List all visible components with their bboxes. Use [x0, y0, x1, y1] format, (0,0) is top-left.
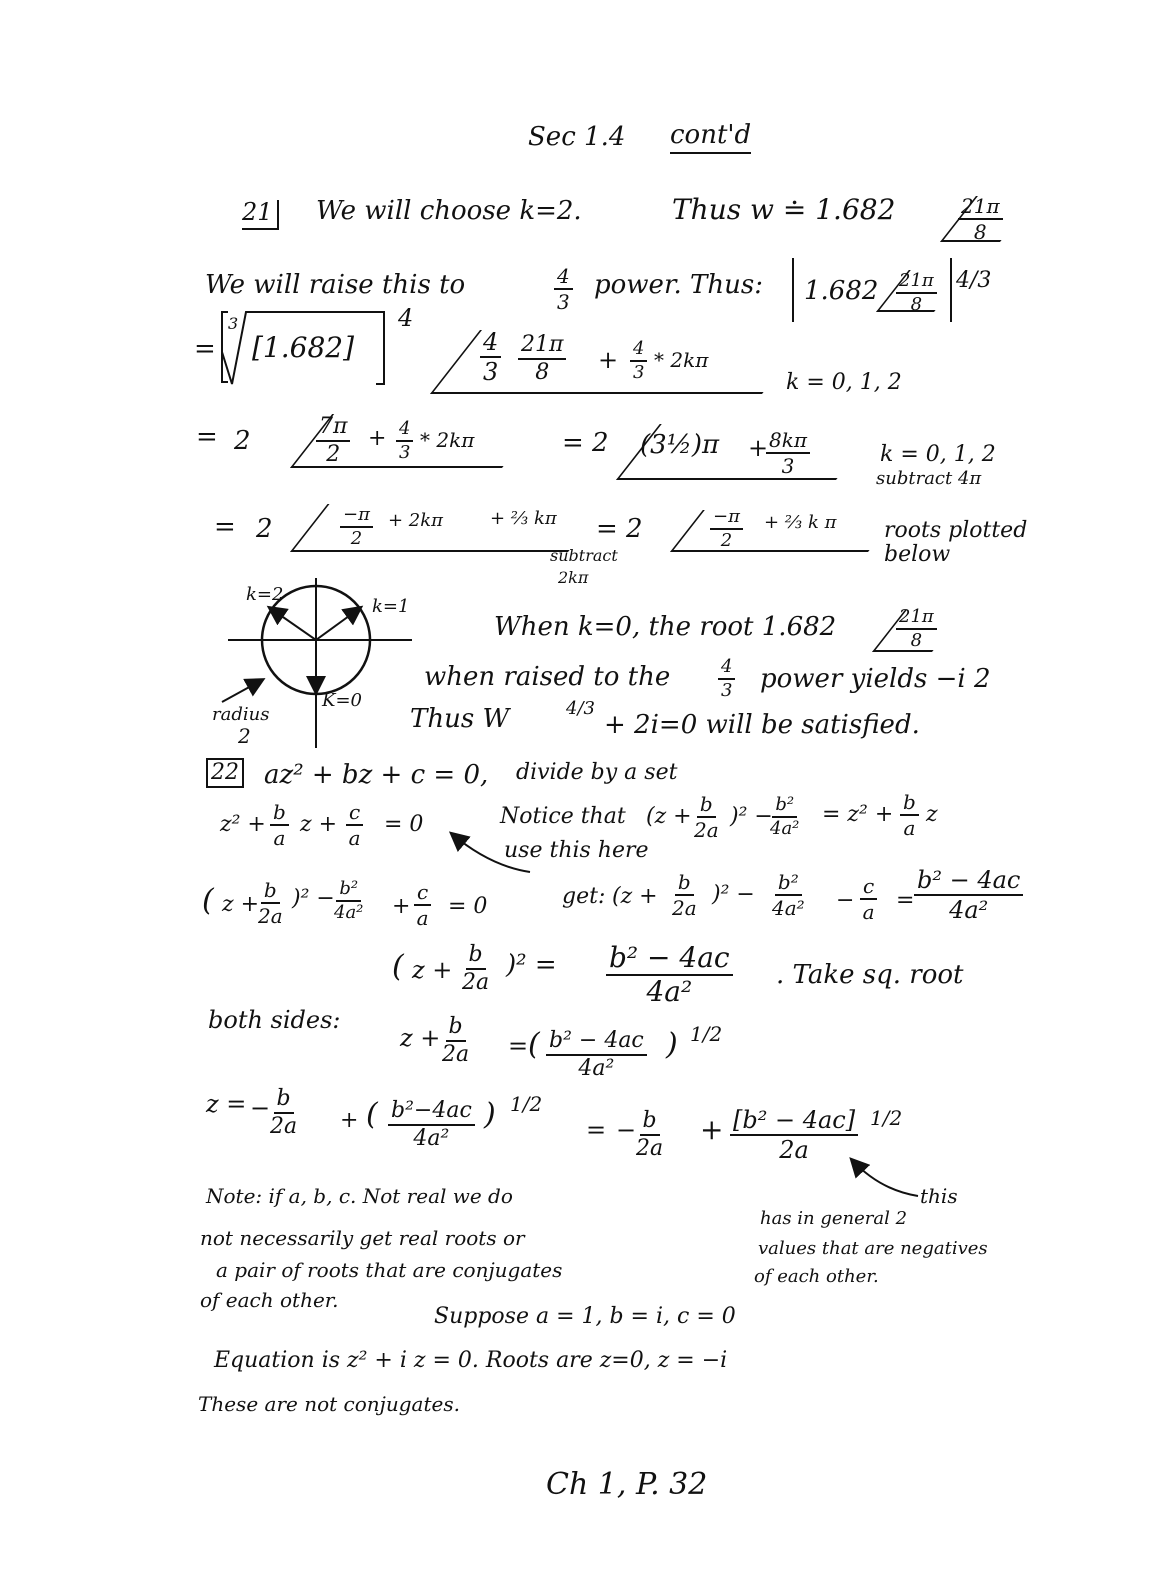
frac-b2-4a2: $\frac{\text{b²}}{\text{4a²}}$: [770, 794, 800, 839]
root-label-k1: k=1: [372, 596, 410, 617]
frac-discriminant: $\frac{\text{b² − 4ac}}{\text{4a²}}$: [606, 944, 733, 1006]
radius-label: radius: [212, 704, 270, 725]
when-line2: when raised to the: [424, 662, 671, 692]
times-2kpi: * 2kπ: [654, 348, 709, 372]
equals-sign: =: [586, 1116, 607, 1144]
exponent-4-3: 4/3: [956, 268, 992, 293]
frac-minus-pi-2: $\frac{-\pi}{2}$: [710, 508, 743, 550]
frac-c-a: $\frac{c}{a}$: [346, 802, 363, 848]
exponent-half: 1/2: [870, 1106, 903, 1130]
side-note-has: has in general 2: [760, 1208, 908, 1229]
plus-sign: +: [368, 426, 387, 451]
equals-zero: = 0: [448, 894, 488, 919]
radius-value: 2: [238, 724, 251, 748]
angle-fraction: $\frac{21\pi}{8}$: [958, 196, 1003, 242]
plus-sign: +: [392, 894, 411, 919]
squared-equals: )² =: [506, 950, 557, 980]
root-value: [1.682]: [252, 331, 355, 364]
p21-line2: We will raise this to: [205, 270, 466, 300]
plus-two-thirds-kpi: + ⅔ kπ: [490, 508, 557, 529]
use-this-here: use this here: [504, 838, 649, 863]
root-label-k2: k=2: [246, 584, 284, 605]
equation-line: Equation is z² + i z = 0. Roots are z=0, z = −i: [214, 1348, 728, 1373]
p22-z-plus: z +: [400, 1024, 441, 1052]
when-line3: Thus W: [410, 704, 510, 734]
p22-equation: az² + bz + c = 0,: [264, 760, 489, 790]
both-sides: both sides:: [208, 1006, 341, 1034]
suppose-line: Suppose a = 1, b = i, c = 0: [434, 1304, 736, 1329]
magnitude-2: 2: [234, 426, 251, 456]
side-note-each: of each other.: [754, 1266, 879, 1287]
paren-z: (z +: [612, 884, 658, 909]
equals-sign: =: [896, 888, 915, 913]
frac-b-2a: $\frac{b}{2a}$: [258, 878, 283, 928]
frac-b-a: $\frac{b}{a}$: [270, 802, 289, 848]
side-note-values: values that are negatives: [758, 1238, 988, 1259]
p22-z-plus: z +: [300, 812, 338, 837]
frac-discriminant: $\frac{\text{b²−4ac}}{\text{4a²}}$: [388, 1100, 475, 1150]
p22-z-plus: z +: [222, 892, 260, 917]
note-line1: Note: if a, b, c. Not real we do: [206, 1184, 513, 1208]
subtract-4pi-note: subtract 4π: [876, 468, 982, 489]
frac-4-3: $\frac{4}{3}$: [718, 658, 735, 700]
problem-number-22: 22: [206, 758, 244, 788]
side-note-this: this: [920, 1184, 958, 1208]
bracket-value: 1.682: [804, 276, 879, 306]
paren-open: (: [202, 883, 214, 918]
frac-minus-pi-2: $\frac{-\pi}{2}$: [340, 506, 373, 548]
plus-sign: +: [748, 434, 769, 462]
page-number: Ch 1, P. 32: [546, 1467, 708, 1502]
z-variable: z: [926, 802, 938, 827]
paren-z: (z +: [646, 804, 692, 829]
frac-4-3: $\frac{4}{3}$: [480, 330, 501, 384]
paren-open: (: [392, 949, 404, 984]
plus-two-thirds-kpi: + ⅔ k π: [764, 512, 837, 533]
equals-z2: = z² +: [822, 802, 894, 827]
not-conjugates: These are not conjugates.: [198, 1392, 460, 1416]
frac-b2-4a2: $\frac{\text{b²}}{\text{4a²}}$: [334, 878, 364, 923]
frac-disc-over-2a: $\frac{\text{[b² − 4ac]}}{2a}$: [730, 1108, 858, 1162]
frac-4-3: $\frac{4}{3}$: [554, 266, 573, 312]
frac-4-3: $\frac{4}{3}$: [630, 340, 647, 382]
plus-sign: +: [598, 346, 619, 374]
frac-b-2a: $\frac{b}{2a}$: [270, 1086, 298, 1139]
p21-power-thus: power. Thus:: [594, 270, 763, 300]
frac-c-a: $\frac{c}{a}$: [860, 876, 877, 922]
when-line3b: + 2i=0 will be satisfied.: [604, 710, 920, 740]
equals-sign: =: [214, 512, 236, 542]
note-line3: a pair of roots that are conjugates: [216, 1258, 563, 1282]
p21-thus-w: Thus w ≐ 1.682: [672, 193, 896, 226]
roots-plotted-note: roots plotted: [884, 518, 1028, 543]
frac-b-2a: $\frac{b}{2a}$: [672, 870, 697, 920]
z-equals: z =: [206, 1090, 247, 1118]
frac-b-2a: $\frac{b}{2a}$: [636, 1108, 664, 1161]
problem-number-21: 21: [242, 200, 279, 230]
frac-c-a: $\frac{c}{a}$: [414, 882, 431, 928]
note-line4: of each other.: [200, 1288, 339, 1312]
frac-8kpi-3: $\frac{8k\pi}{3}$: [766, 430, 810, 476]
paren-open: (: [366, 1097, 378, 1132]
root-label-k0: K=0: [322, 690, 362, 711]
notice-that: Notice that: [500, 804, 626, 829]
minus-sign: −: [250, 1094, 271, 1122]
when-line2b: power yields −i 2: [760, 664, 991, 694]
angle-fraction: $\frac{21\pi}{8}$: [896, 608, 937, 650]
frac-b2-4a2: $\frac{\text{b²}}{\text{4a²}}$: [772, 870, 805, 920]
paren-open: (: [528, 1027, 540, 1062]
equals-2: = 2: [562, 428, 609, 458]
angle-fraction: $\frac{21\pi}{8}$: [518, 334, 566, 384]
section-label: Sec 1.4: [528, 122, 626, 152]
frac-b-2a: $\frac{b}{2a}$: [442, 1014, 470, 1067]
squared-minus: )² −: [292, 886, 335, 911]
p22-eq0: = 0: [384, 812, 424, 837]
magnitude-2: 2: [256, 514, 273, 544]
exponent-half: 1/2: [690, 1022, 723, 1046]
equals-sign: =: [196, 422, 218, 452]
take-sq-root: . Take sq. root: [776, 960, 964, 990]
frac-b-2a: $\frac{b}{2a}$: [694, 792, 719, 842]
plus-2kpi: + 2kπ: [388, 510, 443, 531]
three-and-half-pi: (3½)π: [640, 430, 720, 460]
minus-sign: −: [836, 888, 855, 913]
paren-close: ): [666, 1027, 678, 1062]
equals-2: = 2: [596, 514, 643, 544]
k-values: k = 0, 1, 2: [786, 370, 902, 395]
times-2kpi: * 2kπ: [420, 428, 475, 452]
plus-sign: +: [340, 1108, 359, 1133]
k-values: k = 0, 1, 2: [880, 442, 996, 467]
exponent-4: 4: [398, 304, 414, 332]
get-label: get:: [562, 884, 606, 909]
p22-z-plus: z +: [412, 956, 453, 984]
note-line2: not necessarily get real roots or: [200, 1226, 525, 1250]
subtract-note: subtract: [550, 546, 618, 565]
equals-sign: =: [194, 334, 216, 364]
frac-b-2a: $\frac{b}{2a}$: [462, 942, 490, 995]
frac-4-3: $\frac{4}{3}$: [396, 420, 413, 462]
plus-sign: +: [700, 1113, 724, 1146]
exponent-half: 1/2: [510, 1092, 543, 1116]
p22-divide: divide by a set: [516, 760, 678, 785]
equals-sign: =: [508, 1032, 529, 1060]
frac-7pi-2: $\frac{7\pi}{2}$: [316, 416, 350, 466]
paren-close: ): [484, 1097, 496, 1132]
exponent-4-3: 4/3: [566, 698, 595, 719]
contd-label: cont'd: [670, 122, 751, 154]
below-note: below: [884, 542, 951, 567]
frac-discriminant: $\frac{\text{b² − 4ac}}{\text{4a²}}$: [546, 1030, 647, 1080]
root-index: 3: [228, 314, 239, 333]
p21-line1: We will choose k=2.: [316, 196, 582, 226]
p22-eq2-start: z² +: [220, 812, 266, 837]
frac-discriminant: $\frac{\text{b² − 4ac}}{\text{4a²}}$: [914, 868, 1023, 922]
squared-minus: )² −: [712, 882, 755, 907]
squared-minus: )² −: [730, 804, 773, 829]
minus-sign: −: [616, 1116, 637, 1144]
subtract-2kpi-note: 2kπ: [558, 568, 589, 587]
when-line1: When k=0, the root 1.682: [494, 612, 837, 642]
frac-b-a: $\frac{b}{a}$: [900, 792, 919, 838]
angle-fraction: $\frac{21\pi}{8}$: [896, 272, 937, 314]
